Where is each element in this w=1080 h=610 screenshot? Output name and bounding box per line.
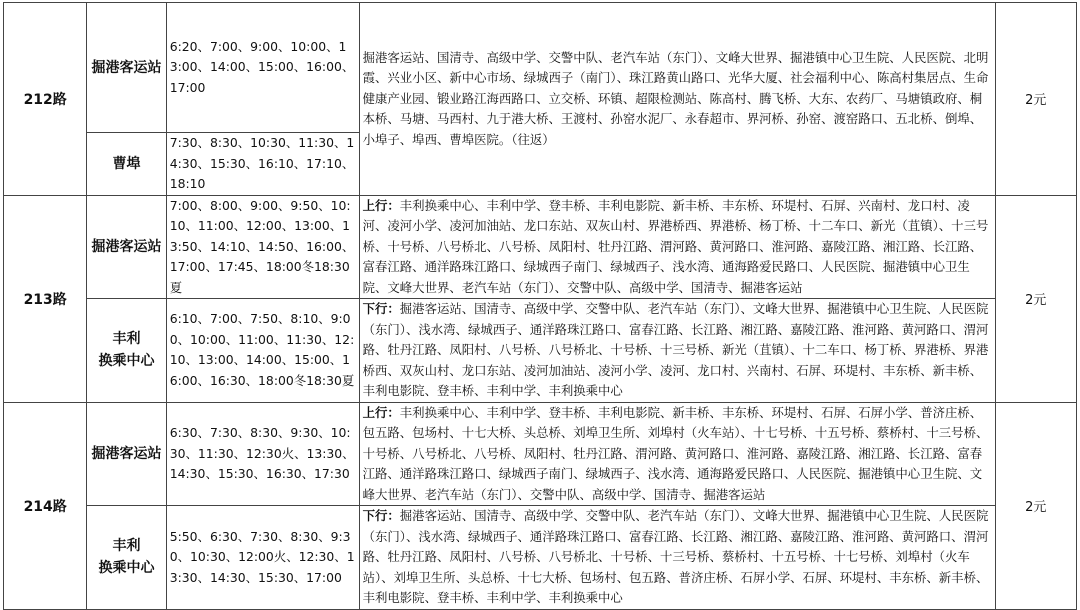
fare: 2元	[995, 195, 1076, 402]
stop-list: 掘港客运站、国清寺、高级中学、交警中队、老汽车站（东门）、文峰大世界、掘港镇中心卫生院、人民医院（东门）、浅水湾、绿城西子、通洋路珠江路口、富春江路、长江路、湘江路、嘉陵江路、淮河路、黄河路口、渭河路、牡丹江路、凤阳村、八号桥、八号桥北、十号桥、十三号桥、新光（苴镇）、十二车口、杨丁桥、界港桥、界港桥西、双灰山村、龙口东站、凌河加油站、凌河小学、凌河、龙口村、兴南村、石屏、环堤村、丰东桥、新丰桥、丰利电影院、登丰桥、丰利中学、丰利换乘中心	[362, 301, 989, 398]
departure-times: 6:20、7:00、9:00、10:00、13:00、14:00、15:00、16:00、17:00	[166, 3, 359, 133]
departure-times: 5:50、6:30、7:30、8:30、9:30、10:30、12:00火、12:30、13:30、14:30、15:30、17:00	[166, 506, 359, 610]
table-row	[4, 506, 1077, 610]
stop-list: 丰利换乘中心、丰利中学、登丰桥、丰利电影院、新丰桥、丰东桥、环堤村、石屏、石屏小学、普济庄桥、包五路、包场村、十七大桥、头总桥、刘埠卫生所、刘埠村（火车站）、十七号桥、十五号桥、蔡桥村、十三号桥、十号桥、八号桥北、八号桥、凤阳村、牡丹江路、渭河路、黄河路口、淮河路、嘉陵江路、湘江路、长江路、富春江路、通洋路珠江路口、绿城西子南门、绿城西子、浅水湾、通海路爱民路口、人民医院、掘港镇中心卫生院、文峰大世界、老汽车站（东门）、交警中队、高级中学、国清寺、掘港客运站	[362, 404, 989, 502]
departure-station: 掘港客运站	[87, 3, 166, 133]
direction-label: 下行：	[362, 508, 400, 523]
stop-list-downbound	[359, 506, 995, 610]
stop-list-upbound	[359, 195, 995, 299]
departure-times: 7:30、8:30、10:30、11:30、14:30、15:30、16:10、17:10、18:10	[166, 133, 359, 196]
table-row	[4, 402, 1077, 506]
departure-times: 6:10、7:00、7:50、8:10、9:00、10:00、11:00、11:30、12:10、13:00、14:00、15:00、16:00、16:30、18:00冬18:30夏	[166, 299, 359, 403]
direction-label: 下行：	[362, 301, 400, 316]
departure-station: 曹埠	[87, 133, 166, 196]
departure-station: 丰利 换乘中心	[87, 506, 166, 610]
stop-list-upbound	[359, 402, 995, 506]
departure-station: 丰利 换乘中心	[87, 299, 166, 403]
route-number: 214路	[4, 402, 87, 609]
departure-station: 掘港客运站	[87, 195, 166, 299]
departure-times: 7:00、8:00、9:00、9:50、10:10、11:00、12:00、13:00、13:50、14:10、14:50、16:00、17:00、17:45、18:00冬18:30夏	[166, 195, 359, 299]
stop-list: 掘港客运站、国清寺、高级中学、交警中队、老汽车站（东门）、文峰大世界、掘港镇中心卫生院、人民医院（东门）、浅水湾、绿城西子、通洋路珠江路口、富春江路、长江路、湘江路、嘉陵江路、淮河路、黄河路口、渭河路、牡丹江路、凤阳村、八号桥、八号桥北、十号桥、十三号桥、蔡桥村、十五号桥、十七号桥、刘埠村（火车站）、刘埠卫生所、头总桥、十七大桥、包场村、包五路、普济庄桥、石屏小学、石屏、环堤村、丰东桥、新丰桥、丰利电影院、登丰桥、丰利中学、丰利换乘中心	[362, 508, 989, 605]
direction-label: 上行：	[362, 197, 400, 213]
bus-route-table	[3, 2, 1077, 610]
direction-label: 上行：	[362, 404, 400, 420]
stop-list: 丰利换乘中心、丰利中学、登丰桥、丰利电影院、新丰桥、丰东桥、环堤村、石屏、兴南村、龙口村、凌河、凌河小学、凌河加油站、龙口东站、双灰山村、界港桥西、界港桥、杨丁桥、十二车口、新光（苴镇）、十三号桥、十号桥、八号桥北、八号桥、凤阳村、牡丹江路、渭河路、黄河路口、淮河路、嘉陵江路、湘江路、长江路、富春江路、通洋路珠江路口、绿城西子南门、绿城西子、浅水湾、通海路爱民路口、人民医院、掘港镇中心卫生院、文峰大世界、老汽车站（东门）、交警中队、高级中学、国清寺、掘港客运站	[362, 197, 989, 295]
table-row	[4, 299, 1077, 403]
table-row	[4, 3, 1077, 133]
fare: 2元	[995, 402, 1076, 609]
departure-station: 掘港客运站	[87, 402, 166, 506]
departure-times: 6:30、7:30、8:30、9:30、10:30、11:30、12:30火、13:30、14:30、15:30、16:30、17:30	[166, 402, 359, 506]
fare: 2元	[995, 3, 1076, 196]
stop-list: 掘港客运站、国清寺、高级中学、交警中队、老汽车站（东门）、文峰大世界、掘港镇中心卫生院、人民医院、北明霞、兴业小区、新中心市场、绿城西子（南门）、珠江路黄山路口、光华大厦、社会福利中心、陈高村集居点、生命健康产业园、锻业路江海西路口、立交桥、环镇、超限检测站、陈高村、腾飞桥、大东、农药厂、马塘镇政府、桐本桥、马塘、马西村、九于港大桥、王渡村、孙窑水泥厂、永春超市、界河桥、孙窑、渡窑路口、五北桥、倒埠、小埠子、埠西、曹埠医院。（往返）	[359, 3, 995, 196]
stop-list-downbound	[359, 299, 995, 403]
table-row	[4, 195, 1077, 299]
route-number: 213路	[4, 195, 87, 402]
route-number: 212路	[4, 3, 87, 196]
